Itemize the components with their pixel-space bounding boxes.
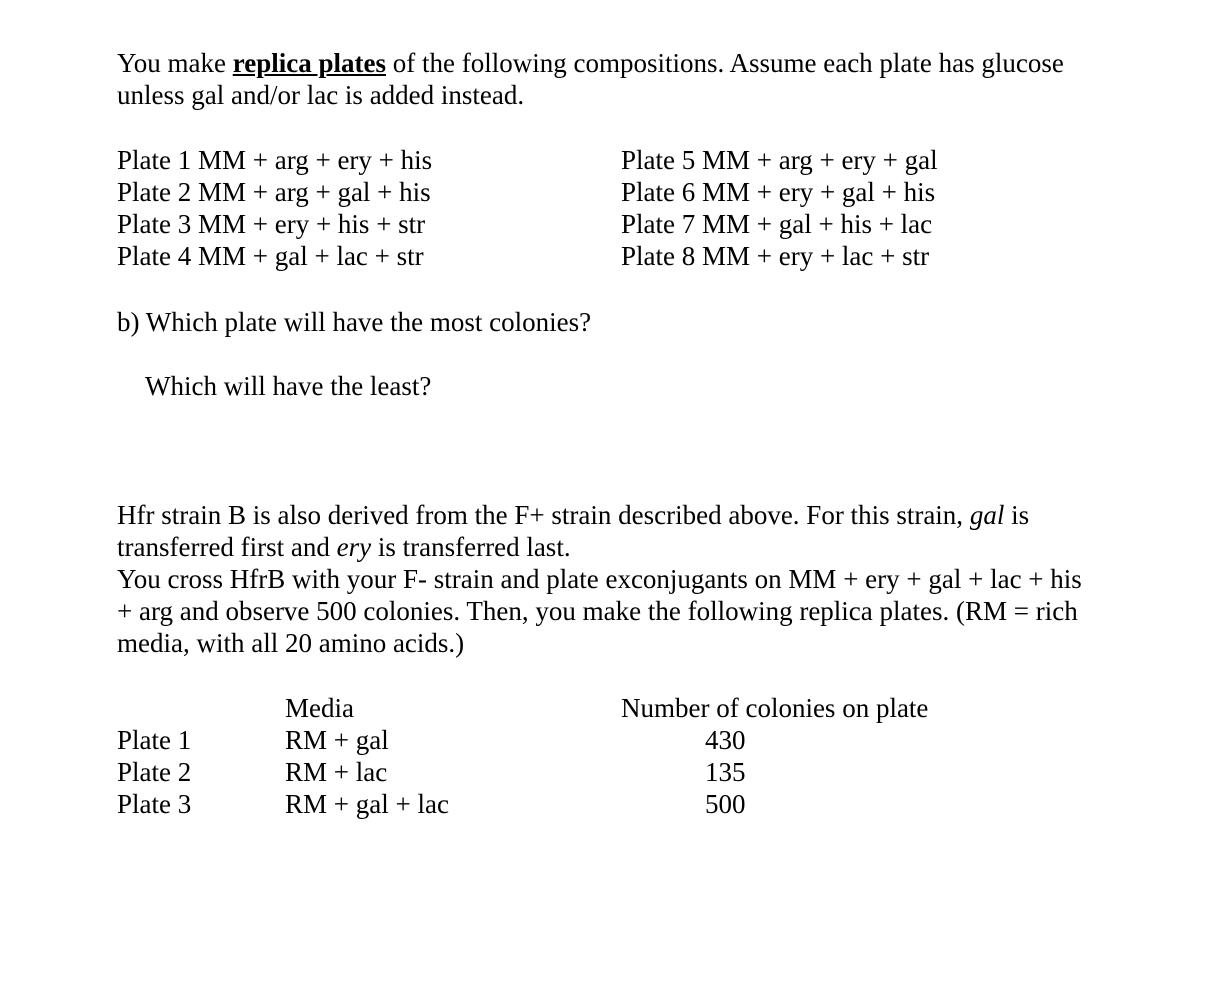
table-row-plate: Plate 1 [117,725,192,755]
question-least-colonies: Which will have the least? [145,371,432,401]
plate-list-left [117,144,577,272]
plate-composition: Plate 2 MM + arg + gal + his [117,177,431,207]
hfr-text: Hfr strain B is also derived from the F+ strain described above. For this strain, [117,500,970,530]
gal-term: gal [969,500,1005,530]
plate-list-right [621,144,1081,272]
plate-composition: Plate 6 MM + ery + gal + his [621,177,936,207]
plate-composition: Plate 8 MM + ery + lac + str [621,241,930,271]
hfr-line-4: + arg and observe 500 colonies. Then, you make the following replica plates. (RM = rich [117,596,1078,626]
table-row-plate: Plate 2 [117,757,192,787]
plate-composition: Plate 3 MM + ery + his + str [117,209,426,239]
table-row-media: RM + lac [285,757,388,787]
header-media: Media [285,693,354,723]
hfr-text: transferred first and [117,532,337,562]
question-most-colonies: b) Which plate will have the most colonies? [117,307,592,337]
plate-composition: Plate 4 MM + gal + lac + str [117,241,424,271]
intro-line-2: unless gal and/or lac is added instead. [117,80,525,110]
plate-composition: Plate 1 MM + arg + ery + his [117,145,433,175]
intro-prefix: You make [117,48,233,78]
hfr-line-2 [117,531,1137,563]
plate-composition: Plate 5 MM + arg + ery + gal [621,145,938,175]
hfr-line-3: You cross HfrB with your F- strain and plate exconjugants on MM + ery + gal + lac + his [117,564,1082,594]
plate-composition: Plate 7 MM + gal + his + lac [621,209,933,239]
hfr-text: is [1004,500,1030,530]
hfr-paragraph [117,499,1137,659]
header-colony-count: Number of colonies on plate [621,693,929,723]
table-row-media: RM + gal + lac [285,789,449,819]
ery-term: ery [336,532,372,562]
hfr-text: is transferred last. [371,532,571,562]
table-row-count: 135 [705,757,746,787]
table-row-count: 430 [705,725,746,755]
hfr-line-1 [117,499,1137,531]
intro-suffix: of the following compositions. Assume each plate has glucose [386,48,1064,78]
replica-plate-table [117,692,1017,832]
intro-line-1 [117,47,1137,79]
replica-plates-term: replica plates [232,48,386,78]
table-row-media: RM + gal [285,725,389,755]
hfr-line-5: media, with all 20 amino acids.) [117,628,465,658]
table-row-plate: Plate 3 [117,789,192,819]
intro-paragraph [117,47,1137,111]
table-row-count: 500 [705,789,746,819]
